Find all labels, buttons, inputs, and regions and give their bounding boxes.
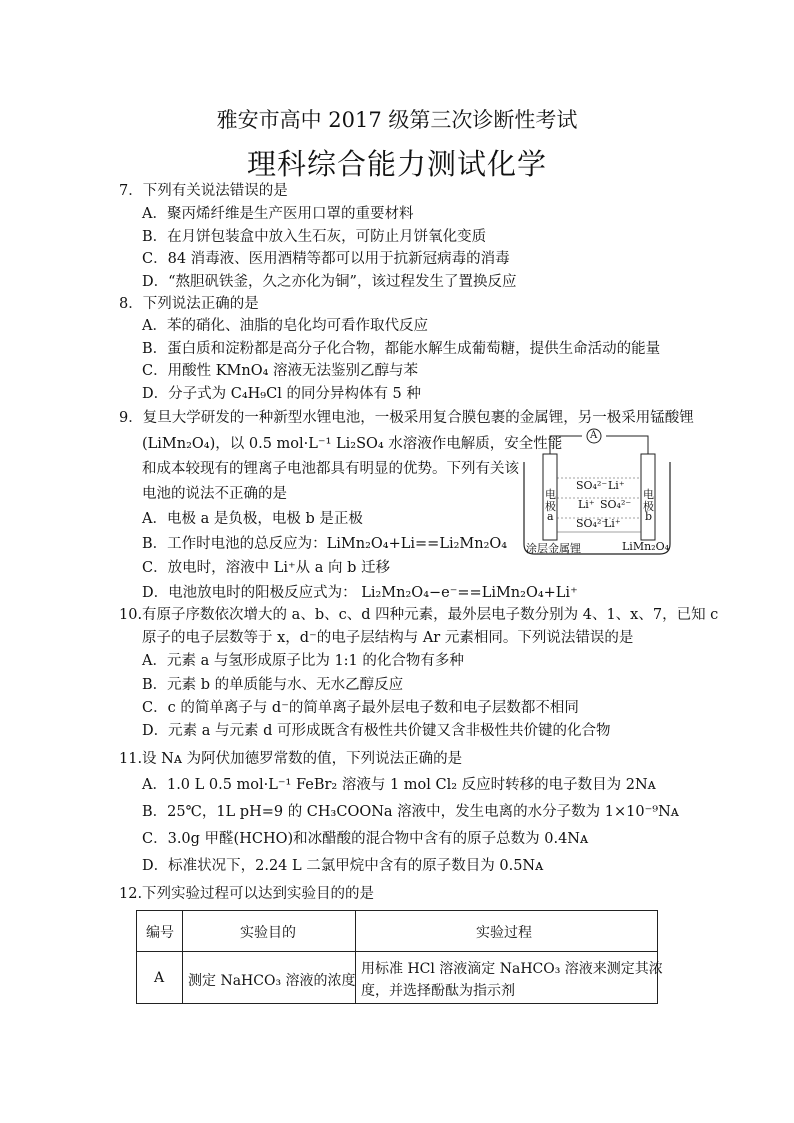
anode-material-label: 涂层金属锂	[526, 542, 581, 555]
electrode-a-label-3: a	[547, 510, 554, 523]
table-row-purpose: 测定 NaHCO₃ 溶液的浓度	[188, 973, 356, 989]
q11-option-c: C．3.0g 甲醛(HCHO)和冰醋酸的混合物中含有的原子总数为 0.4Nᴀ	[142, 831, 589, 847]
q7-option-b: B．在月饼包装盒中放入生石灰，可防止月饼氧化变质	[142, 229, 487, 245]
question-10-stem-2: 原子的电子层数等于 x，d⁻的电子层结构与 Ar 元素相同。下列说法错误的是	[142, 630, 634, 646]
ion-label: SO₄²⁻	[576, 479, 608, 492]
q7-option-d: D．“熬胆矾铁釜，久之亦化为铜”，该过程发生了置换反应	[142, 274, 517, 290]
table-row-id: A	[154, 970, 165, 986]
q8-option-d: D．分子式为 C₄H₉Cl 的同分异构体有 5 种	[142, 386, 421, 402]
electrode-b-label-3: b	[645, 510, 653, 523]
subject-title: 理科综合能力测试化学	[246, 147, 547, 181]
q11-option-d: D．标准状况下，2.24 L 二氯甲烷中含有的原子数目为 0.5Nᴀ	[142, 858, 544, 874]
table-header-purpose: 实验目的	[240, 925, 296, 941]
ion-label: SO₄²⁻	[600, 498, 632, 511]
table-header-id: 编号	[146, 925, 174, 941]
q10-option-b: B．元素 b 的单质能与水、无水乙醇反应	[142, 677, 404, 693]
q10-option-c: C．c 的简单离子与 d⁻的简单离子最外层电子数和电子层数都不相同	[142, 700, 579, 716]
q8-option-c: C．用酸性 KMnO₄ 溶液无法鉴别乙醇与苯	[142, 363, 419, 379]
ion-label: Li⁺	[608, 479, 625, 492]
question-9-stem-2: (LiMn₂O₄)，以 0.5 mol·L⁻¹ Li₂SO₄ 水溶液作电解质，安全性能	[142, 436, 563, 452]
exam-title: 雅安市高中 2017 级第三次诊断性考试	[216, 108, 578, 132]
question-8-stem: 8．下列说法正确的是	[119, 296, 259, 312]
q9-option-c: C．放电时，溶液中 Li⁺从 a 向 b 迁移	[142, 560, 390, 576]
q9-option-a: A．电极 a 是负极，电极 b 是正极	[142, 511, 363, 527]
electrode-a-label-1: 电	[545, 488, 556, 501]
cathode-material-label: LiMn₂O₄	[622, 540, 670, 553]
q9-option-d: D．电池放电时的阳极反应式为： Li₂Mn₂O₄−e⁻==LiMn₂O₄+Li⁺	[142, 585, 578, 601]
question-7-stem: 7．下列有关说法错误的是	[119, 183, 288, 199]
table-header-process: 实验过程	[476, 925, 532, 941]
q11-option-b: B．25℃，1L pH=9 的 CH₃COONa 溶液中，发生电离的水分子数为 1×10⁻⁹Nᴀ	[142, 804, 679, 820]
table-row-process-line1: 用标准 HCl 溶液滴定 NaHCO₃ 溶液来测定其浓	[361, 961, 663, 977]
question-9-stem: 9．复旦大学研发的一种新型水锂电池，一极采用复合膜包裹的金属锂，另一极采用锰酸锂	[119, 410, 694, 426]
q7-option-c: C．84 消毒液、医用酒精等都可以用于抗新冠病毒的消毒	[142, 251, 510, 267]
question-9-stem-4: 电池的说法不正确的是	[142, 486, 287, 502]
table-row-process-line2: 度，并选择酚酞为指示剂	[361, 983, 515, 999]
question-10-stem: 10.有原子序数依次增大的 a、b、c、d 四种元素，最外层电子数分别为 4、1、x、7，已知 c	[119, 607, 719, 623]
ammeter-label: A	[590, 430, 598, 441]
question-12-stem: 12.下列实验过程可以达到实验目的的是	[119, 886, 375, 902]
q7-option-a: A．聚丙烯纤维是生产医用口罩的重要材料	[142, 206, 414, 222]
q11-option-a: A．1.0 L 0.5 mol·L⁻¹ FeBr₂ 溶液与 1 mol Cl₂ 反应时转移的电子数目为 2Nᴀ	[142, 777, 656, 793]
ion-label: Li⁺	[604, 517, 621, 530]
electrode-b-label-1: 电	[643, 488, 654, 501]
q8-option-b: B．蛋白质和淀粉都是高分子化合物，都能水解生成葡萄糖，提供生命活动的能量	[142, 341, 661, 357]
question-11-stem: 11.设 Nᴀ 为阿伏加德罗常数的值，下列说法正确的是	[119, 751, 463, 767]
q10-option-a: A．元素 a 与氢形成原子比为 1:1 的化合物有多种	[142, 653, 464, 669]
electrode-a-label-2: 极	[545, 500, 556, 513]
q10-option-d: D．元素 a 与元素 d 可形成既含有极性共价键又含非极性共价键的化合物	[142, 723, 611, 739]
q8-option-a: A．苯的硝化、油脂的皂化均可看作取代反应	[142, 318, 428, 334]
q9-option-b: B．工作时电池的总反应为：LiMn₂O₄+Li==Li₂Mn₂O₄	[142, 536, 508, 552]
question-9-stem-3: 和成本较现有的锂离子电池都具有明显的优势。下列有关该	[142, 461, 519, 477]
ion-label: SO₄²⁻	[576, 517, 608, 530]
ion-label: Li⁺	[578, 498, 595, 511]
electrode-b-label-2: 极	[643, 500, 654, 513]
